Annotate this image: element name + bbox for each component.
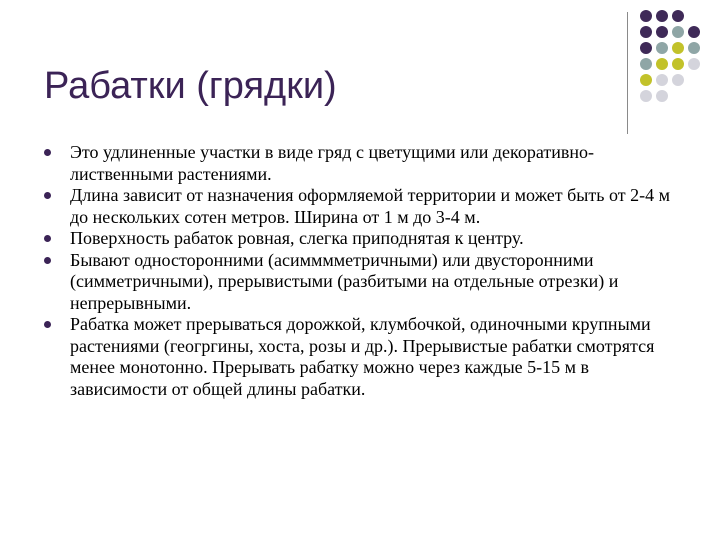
decorative-dot <box>656 10 668 22</box>
bullet-text: Поверхность рабаток ровная, слегка приподнятая к центру. <box>70 228 524 248</box>
decorative-dot <box>672 26 684 38</box>
decorative-dot <box>656 58 668 70</box>
decorative-dot <box>688 26 700 38</box>
bullet-list <box>44 142 684 400</box>
decorative-dot <box>640 90 652 102</box>
decorative-dot <box>640 58 652 70</box>
slide-title: Рабатки (грядки) <box>44 65 337 107</box>
bullet-dot-icon <box>44 149 51 156</box>
bullet-item <box>44 185 684 228</box>
bullet-item <box>44 228 684 250</box>
bullet-item <box>44 314 684 400</box>
decorative-dot <box>688 58 700 70</box>
decorative-dot <box>688 42 700 54</box>
decorative-dot <box>672 10 684 22</box>
bullet-dot-icon <box>44 192 51 199</box>
bullet-text: Рабатка может прерываться дорожкой, клумбочкой, одиночными крупными растениями (геогргины, хоста, розы и др.). Прерывистые рабатки смотрятся менее монотонно. Прерывать рабатку можно через каждые 5-15 м в зависимости от общей длины рабатки. <box>70 314 655 399</box>
decorative-dot-grid <box>640 10 720 106</box>
bullet-item <box>44 142 684 185</box>
decorative-dot <box>656 90 668 102</box>
decorative-dot <box>672 58 684 70</box>
bullet-item <box>44 250 684 315</box>
decorative-dot <box>672 42 684 54</box>
bullet-dot-icon <box>44 257 51 264</box>
decorative-dot <box>640 42 652 54</box>
bullet-dot-icon <box>44 321 51 328</box>
decorative-dot <box>640 10 652 22</box>
decorative-dot <box>640 26 652 38</box>
vertical-divider-line <box>627 12 628 134</box>
bullet-text: Длина зависит от назначения оформляемой территории и может быть от 2-4 м до нескольких сотен метров. Ширина от 1 м до 3-4 м. <box>70 185 670 227</box>
decorative-dot <box>640 74 652 86</box>
bullet-dot-icon <box>44 235 51 242</box>
decorative-dot <box>656 74 668 86</box>
bullet-text: Бывают односторонними (асимммметричными) или двусторонними (симметричными), прерывистыми (разбитыми на отдельные отрезки) и непрерывными. <box>70 249 619 313</box>
decorative-dot <box>672 74 684 86</box>
decorative-dot <box>656 26 668 38</box>
decorative-dot <box>656 42 668 54</box>
bullet-text: Это удлиненные участки в виде гряд с цветущими или декоративно-лиственными растениями. <box>70 142 595 184</box>
